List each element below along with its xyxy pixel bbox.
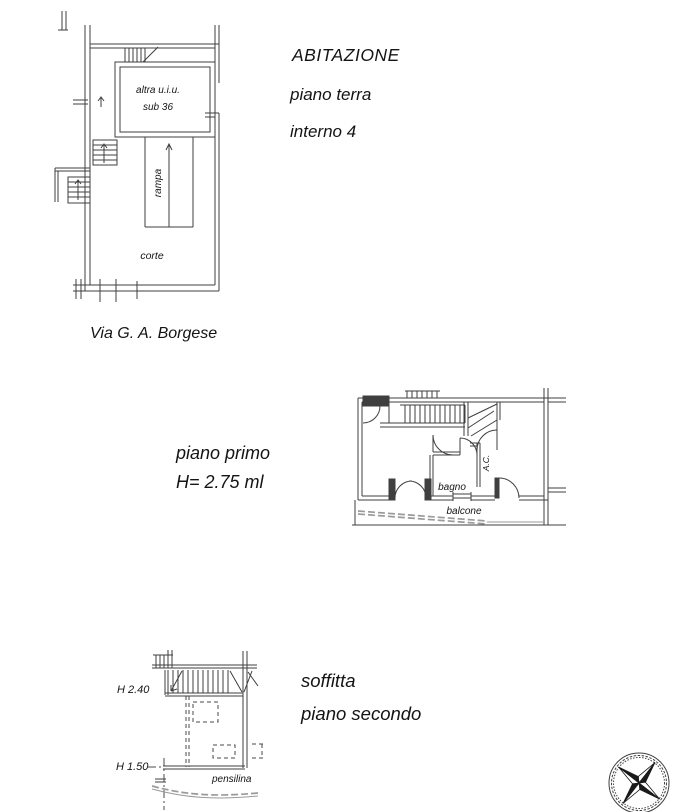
courtyard-label: corte bbox=[140, 250, 164, 262]
building-use-title: ABITAZIONE bbox=[292, 45, 400, 65]
neighbor-unit-label-line1: altra u.i.u. bbox=[136, 85, 180, 96]
compass-rose-icon bbox=[603, 747, 676, 812]
window bbox=[453, 492, 471, 501]
canopy-label: pensilina bbox=[212, 774, 252, 785]
ground-floor-plan bbox=[55, 11, 219, 342]
attic-captions bbox=[300, 670, 421, 724]
attic-floor-caption: piano secondo bbox=[301, 703, 422, 724]
height-upper-label: H 2.40 bbox=[117, 684, 150, 696]
header-captions bbox=[289, 45, 400, 141]
balcony-label: balcone bbox=[446, 506, 482, 517]
first-floor-captions bbox=[175, 443, 270, 492]
street-label: Via G. A. Borgese bbox=[90, 325, 218, 342]
entrance-stub bbox=[73, 97, 104, 107]
top-staircase bbox=[125, 47, 158, 62]
skylights bbox=[193, 702, 264, 758]
bathroom-label: bagno bbox=[438, 482, 466, 493]
door-arcs bbox=[433, 430, 497, 455]
compass-star bbox=[603, 747, 676, 812]
neighbor-unit-room bbox=[115, 62, 215, 137]
floor-caption: piano terra bbox=[290, 85, 372, 104]
attic-plan bbox=[116, 650, 264, 810]
wall-lines bbox=[358, 388, 566, 525]
unit-caption: interno 4 bbox=[290, 122, 357, 141]
right-door bbox=[495, 478, 519, 498]
ramp-label: rampa bbox=[153, 168, 164, 198]
neighbor-unit-label-line2: sub 36 bbox=[142, 102, 174, 113]
height-lower-label: H 1.50 bbox=[116, 761, 149, 773]
first-floor-height: H= 2.75 ml bbox=[176, 472, 264, 492]
wall-lines bbox=[58, 11, 219, 291]
closet-block bbox=[363, 396, 389, 423]
first-floor-plan bbox=[352, 388, 566, 525]
inner-staircase bbox=[93, 140, 117, 165]
staircase bbox=[165, 670, 258, 696]
ac-label: A.C. bbox=[481, 454, 491, 472]
attic-caption: soffitta bbox=[301, 670, 356, 691]
french-door bbox=[389, 479, 431, 500]
first-floor-caption: piano primo bbox=[176, 443, 271, 463]
wall-lines bbox=[148, 651, 257, 769]
